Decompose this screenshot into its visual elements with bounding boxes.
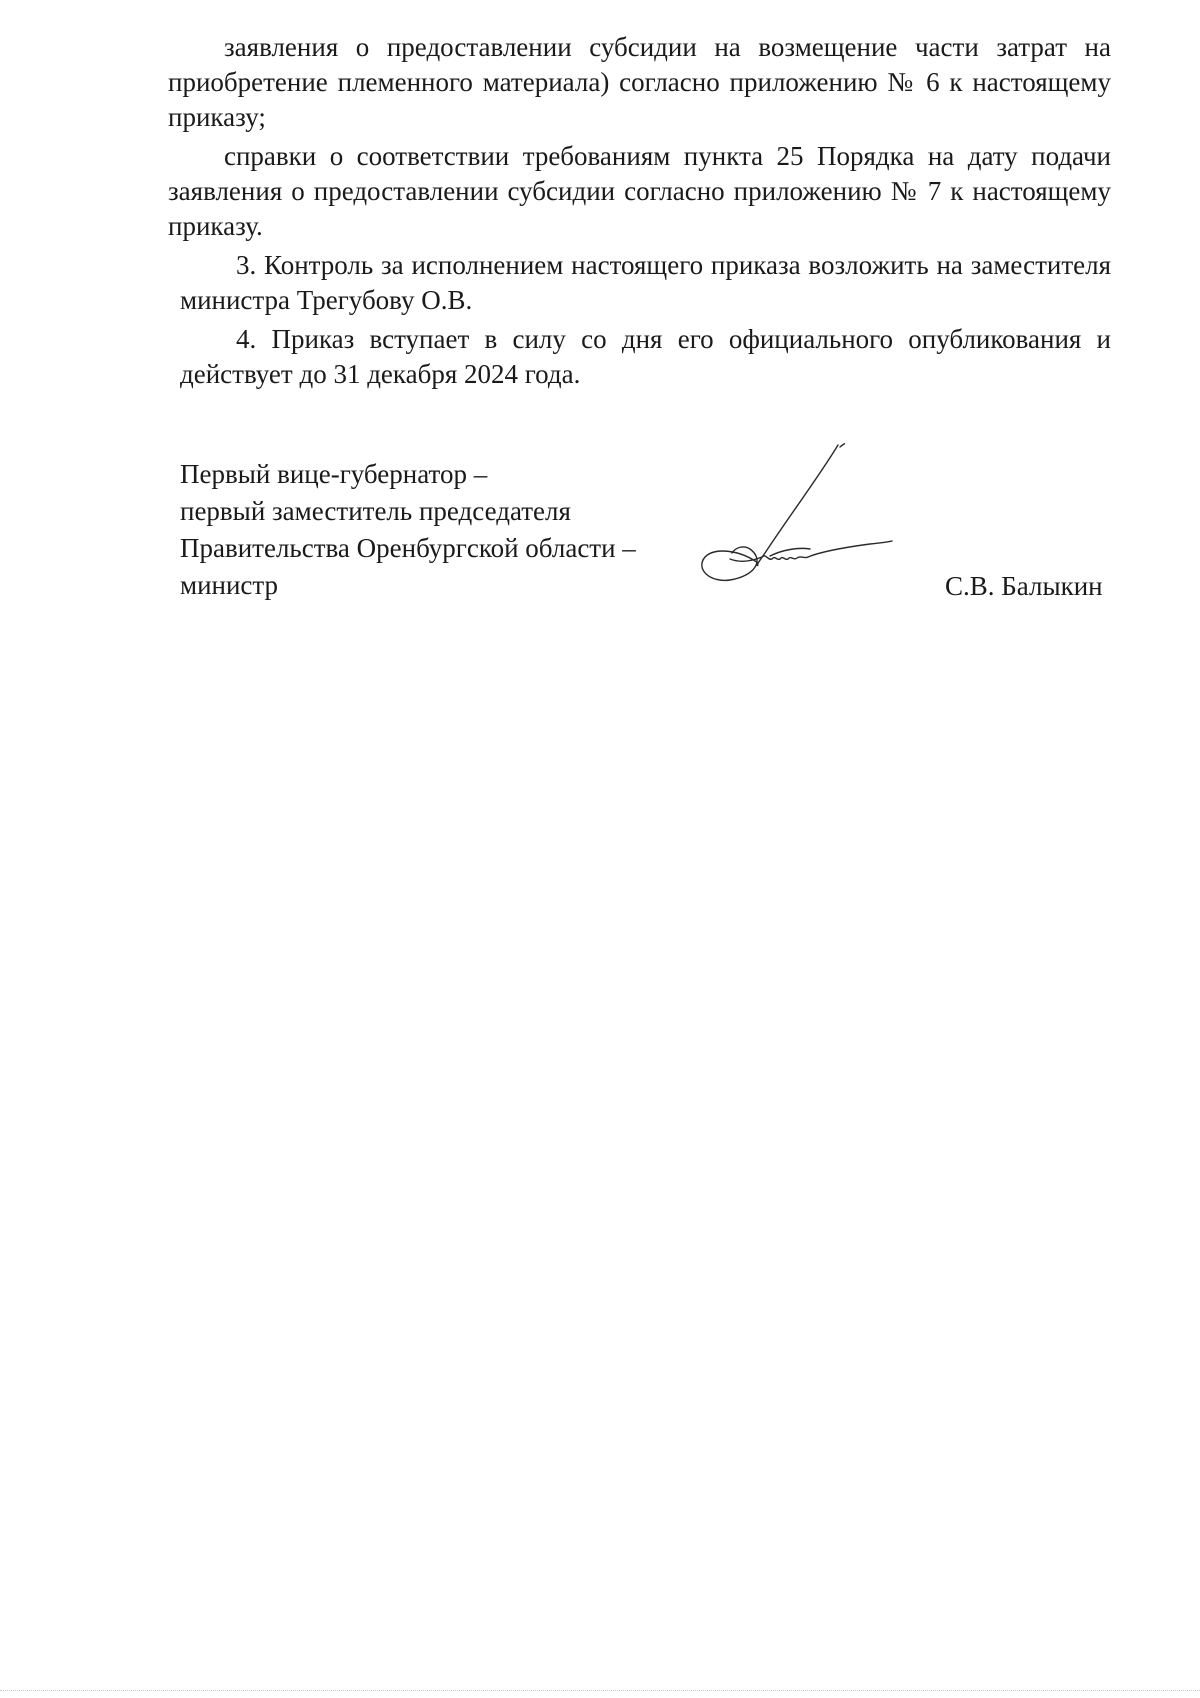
paragraph-item-4: 4. Приказ вступает в силу со дня его официального опубликования и действует до 31 декабря 2024 года.	[180, 324, 1111, 389]
document-body	[168, 30, 1111, 396]
handwritten-signature	[670, 435, 900, 595]
signatory-title-line-4: министр	[180, 570, 279, 600]
paragraph-item-3: 3. Контроль за исполнением настоящего приказа возложить на заместителя министра Трегубову О.В.	[180, 250, 1111, 315]
signatory-title	[180, 456, 636, 604]
signatory-title-line-3: Правительства Оренбургской области –	[180, 533, 636, 563]
scan-edge-divider	[0, 1690, 1200, 1692]
signatory-title-line-1: Первый вице-губернатор –	[180, 459, 488, 489]
signatory-title-line-2: первый заместитель председателя	[180, 496, 571, 526]
signatory-name: С.В. Балыкин	[945, 571, 1103, 601]
paragraph-certificate: справки о соответствии требованиям пункта 25 Порядка на дату подачи заявления о предоставлении субсидии согласно приложению № 7 к настоящему приказу.	[168, 141, 1111, 241]
paragraph-application-continuation: заявления о предоставлении субсидии на возмещение части затрат на приобретение племенного материала) согласно приложению № 6 к настоящему приказу;	[168, 32, 1111, 132]
